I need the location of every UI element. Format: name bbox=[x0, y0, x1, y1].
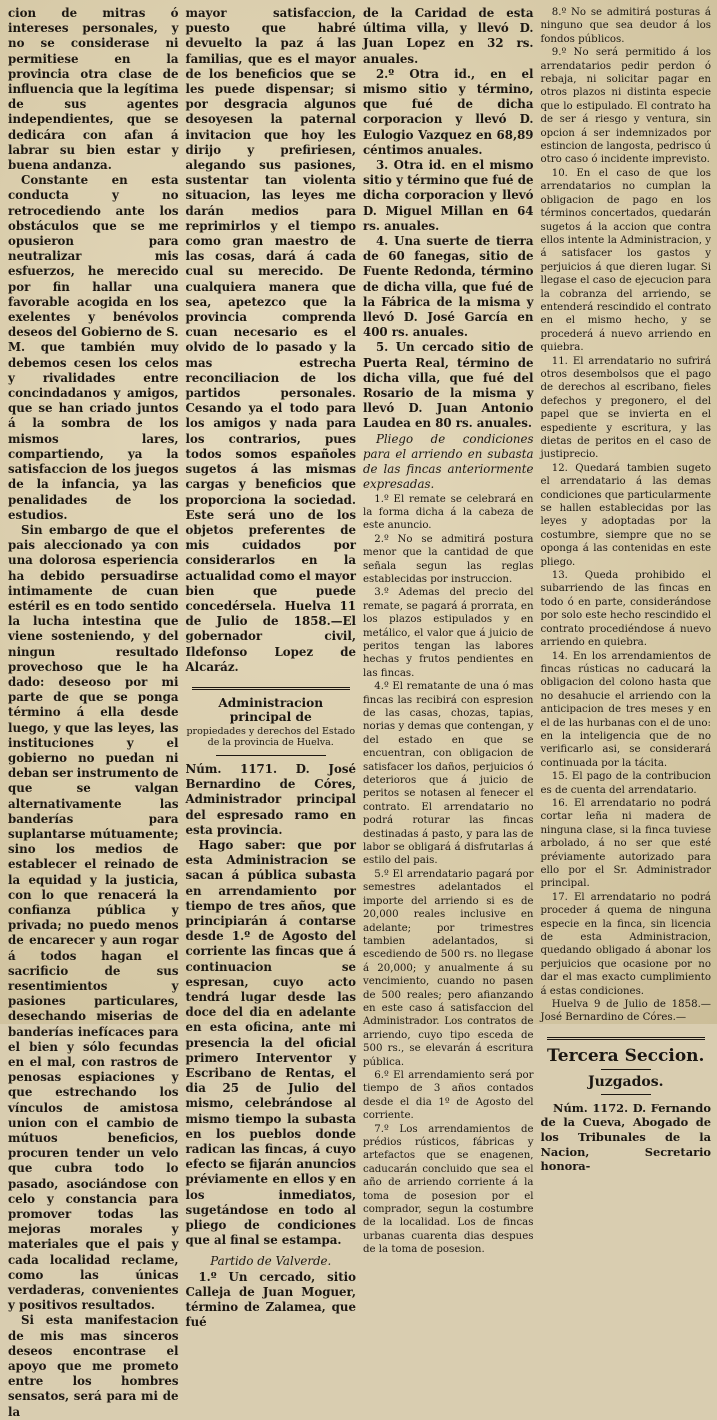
paragraph: Sin embargo de que el pais aleccionado ya con una dolorosa esperiencia ha debido persuadirse intimamente de cuan estéril es en todo sentido la lucha intestina que viene sosteniendo, y del ningun resultado provechoso que le ha dado: deseoso por mi parte de que se ponga término á ella desde luego, y que las leyes, las instituciones y el gobierno no puedan ni deban ser instrumento de que se valgan alternativamente las banderías para suplantarse mútuamente; sino los medios de establecer el reinado de la equidad y la justicia, con lo que renacerá la confianza pública y privada; no puedo menos de encarecer y aun rogar á todos hagan el sacrificio de sus resentimientos y pasiones particulares, desechando miserias de banderías inefícaces para el bien y sólo fecundas en el mal, con rastros de penosas espiaciones y que estrechando los vínculos de amistosa union con el cambio de mútuos beneficios, procuren tender un velo que cubra todo lo pasado, asociándose con celo y constancia para promover todas las mejoras morales y materiales que el pais y cada localidad reclame, como las únicas verdaderas, convenientes y positivos resultados. bbox=[8, 522, 179, 1313]
section-subtitle: propiedades y derechos del Estado de la provincia de Huelva. bbox=[186, 725, 356, 749]
section-heading-tercera: Tercera Seccion. bbox=[547, 1045, 705, 1066]
paragraph: Constante en esta conducta y no retrocediendo ante los obstáculos que se me opusieron para neutralizar mis esfuerzos, he merecido por fin hallar una favorable acogida en los exelentes y benévolos deseos del Gobierno de S. M. que también muy debemos cesen los celos y rivalidades entre concindadanos y amigos, que se han criado juntos á la sombra de los mismos lares, compartiendo, ya la satisfaccion de los juegos de la infancia, ya las penalidades de los estudios. bbox=[8, 173, 179, 522]
section-divider bbox=[192, 687, 351, 690]
condition: 6.º El arrendamiento será por tiempo de 3 años contados desde el dia 1º de Agosto del corriente. bbox=[363, 1069, 534, 1122]
condition: 16. El arrendatario no podrá cortar leña ni madera de ninguna clase, si la finca tuviese arbolado, á no ser que esté préviamente autorizado para ello por el Sr. Administrador principal. bbox=[540, 797, 711, 890]
paragraph: Si esta manifestacion de mis mas sinceros deseos encontrase el apoyo que me prometo entre los hombres sensatos, será para mi de la bbox=[8, 1313, 179, 1419]
paragraph: de la Caridad de esta última villa, y llevó D. Juan Lopez en 32 rs. anuales. bbox=[363, 6, 534, 66]
thin-divider bbox=[601, 1094, 652, 1095]
section-divider bbox=[547, 1037, 706, 1040]
paragraph: 5. Un cercado sitio de Puerta Real, término de dicha villa, que fué del Rosario de la misma y llevó D. Juan Antonio Laudea en 80 rs. anuales. bbox=[363, 340, 534, 431]
condition: 13. Queda prohibido el subarriendo de las fincas en todo ó en parte, considerándose por solo este hecho rescindido el contrato procediéndose á nuevo arriendo en quiebra. bbox=[540, 570, 711, 649]
condition: 5.º El arrendatario pagará por semestres adelantados el importe del arriendo si es de 20,000 reales inclusive en adelante; por trimestres tambien adelantados, si escediendo de 500 rs. no llegase á 20,000; y anualmente á su vencimiento, cuando no pasen de 500 reales; pero afianzando en este caso á satisfaccion del Administrador. Los contratos de arriendo, cuyo tipo esceda de 500 rs., se elevarán á escritura pública. bbox=[363, 868, 534, 1068]
thin-divider bbox=[216, 755, 327, 756]
paragraph: 2.º Otra id., en el mismo sitio y término, que fué de dicha corporacion y llevó D. Eulogio Vazquez en 68,89 céntimos anuales. bbox=[363, 66, 534, 157]
condition: 7.º Los arrendamientos de prédios rústicos, fábricas y artefactos que se enagenen, caducarán concluido que sea el año de arriendo corriente á la toma de posesion por el comprador, segun la costumbre de la localidad. Los de fincas urbanas cuarenta dias despues de la toma de posesion. bbox=[363, 1123, 534, 1256]
condition: 11. El arrendatario no sufrirá otros desembolsos que el pago de derechos al escribano, fieles defechos y pregonero, el del papel que se invierta en el espediente y escritura, y las dietas de peritos en el caso de justiprecio. bbox=[540, 355, 711, 461]
condition: 15. El pago de la contribucion es de cuenta del arrendatario. bbox=[540, 771, 711, 796]
column-4 bbox=[540, 6, 712, 1174]
paragraph: Núm. 1172. D. Fernando de la Cueva, Abogado de los Tribunales de la Nacion, Secretario honora- bbox=[540, 1100, 711, 1174]
paragraph: 4. Una suerte de tierra de 60 fanegas, sitio de Fuente Redonda, término de dicha villa, que fué de la Fábrica de la misma y llevó D. José García en 400 rs. anuales. bbox=[363, 234, 534, 340]
section-title: Administracion principal de bbox=[218, 695, 324, 724]
condition: 8.º No se admitirá posturas á ninguno que sea deudor á los fondos públicos. bbox=[540, 7, 711, 45]
paragraph: 1.º Un cercado, sitio Calleja de Juan Moguer, término de Zalamea, que fué bbox=[185, 1269, 356, 1330]
column-3 bbox=[363, 6, 534, 1256]
section-heading-juzgados: Juzgados. bbox=[588, 1073, 664, 1090]
thin-divider bbox=[601, 1069, 652, 1070]
pliego-title: Pliego de condiciones para el arriendo en subasta de las fincas anteriormente expresadas. bbox=[363, 431, 534, 492]
condition: 4.º El rematante de una ó mas fincas las recibirá con espresion de las casas, chozas, tapias, norias y demas que contengan, y del estado en que se encuentran, con obligacion de satisfacer los daños, perjuicios ó deterioros que á juicio de peritos se notasen al fenecer el contrato. El arrendatario no podrá roturar las fincas destinadas á pasto, y para las de labor se obligará á disfrutarlas á estilo del pais. bbox=[363, 681, 534, 867]
condition: 10. En el caso de que los arrendatarios no cumplan la obligacion de pago en los términos concertados, quedarán sugetos á la accion que contra ellos intente la Administracion, y á satisfacer los gastos y perjuicios á que dieren lugar. Si llegase el caso de ejecucion para la cobranza del arriendo, se entenderá rescindido el contrato en el mismo hecho, y se procederá á nuevo arriendo en quiebra. bbox=[540, 167, 711, 354]
partido-heading: Partido de Valverde. bbox=[210, 1254, 332, 1269]
condition: 17. El arrendatario no podrá proceder á quema de ninguna especie en la finca, sin licencia de esta Administracion, quedando obligado á abonar los perjuicios que ocasione por no dar el mas exacto cumplimiento á estas condiciones. bbox=[540, 891, 711, 997]
paragraph: Núm. 1171. D. José Bernardino de Córes, Administrador principal del espresado ramo en esta provincia. bbox=[185, 761, 356, 837]
condition: 3.º Ademas del precio del remate, se pagará á prorrata, en los plazos estipulados y en metálico, el valor que á juicio de peritos tengan las labores hechas y frutos pendientes en las fincas. bbox=[363, 587, 534, 679]
paragraph: mayor satisfaccion, puesto que habré devuelto la paz á las familias, que es el mayor de los beneficios que se les puede dispensar; si por desgracia algunos desoyesen la paternal invitacion que hoy les dirijo y prefiriesen, alegando sus pasiones, sustentar tan violenta situacion, las leyes me darán medios para reprimirlos y el tiempo como gran maestro de las cosas, dará á cada cual su merecido. De cualquiera manera que sea, apetezco que la provincia comprenda cuan necesario es el olvido de lo pasado y la mas estrecha reconciliacion de los partidos personales. Cesando ya el todo para los amigos y nada para los contrarios, pues todos somos españoles sugetos á las mismas cargas y beneficios que proporciona la sociedad. Este será uno de los objetos preferentes de mis cuidados por considerarlos en la actualidad como el mayor bien que puede concedérsela. Huelva 11 de Julio de 1858.—El gobernador civil, Ildefonso Lopez de Alcaráz. bbox=[185, 6, 356, 674]
paragraph: Hago saber: que por esta Administracion se sacan á pública subasta en arrendamiento por tiempo de tres años, que principiarán á contarse desde 1.º de Agosto del corriente las fincas que á continuacion se espresan, cuyo acto tendrá lugar desde las doce del dia en adelante en esta oficina, ante mi presencia la del oficial primero Interventor y Escribano de Rentas, el dia 25 de Julio del mismo, celebrándose al mismo tiempo la subasta en los pueblos donde radican las fincas, á cuyo efecto se fijarán anuncios préviamente en ellos y en los inmediatos, sugetándose en todo al pliego de condiciones que al final se estampa. bbox=[185, 837, 356, 1248]
condition: 1.º El remate se celebrará en la forma dicha á la cabeza de este anuncio. bbox=[363, 493, 534, 532]
condition: 2.º No se admitirá postura menor que la cantidad de que señala segun las reglas establecidas por instruccion. bbox=[363, 533, 534, 585]
columns bbox=[8, 6, 711, 1419]
condition: 12. Quedará tambien sugeto el arrendatario á las demas condiciones que particularmente se hallen establecidas por las leyes y adoptadas por la costumbre, siempre que no se oponga á las contenidas en este pliego. bbox=[540, 462, 711, 568]
condition: 14. En los arrendamientos de fincas rústicas no caducará la obligacion del colono hasta que no desahucie el arriendo con la anticipacion de tres meses y en el de las hurbanas con el de uno: en la inteligencia que de no verificarlo asi, se considerará continuada por la tácita. bbox=[540, 650, 711, 769]
column-2 bbox=[185, 6, 357, 1330]
paragraph: cion de mitras ó intereses personales, y no se considerase ni permitiese en la provincia otra clase de influencia que la legítima de sus agentes independientes, que se dedicára con afan á labrar su bien estar y buena andanza. bbox=[8, 6, 179, 173]
signature: Huelva 9 de Julio de 1858.—José Bernardino de Córes.— bbox=[540, 999, 711, 1024]
paragraph: 3. Otra id. en el mismo sitio y término que fué de dicha corporacion y llevó D. Miguel Millan en 64 rs. anuales. bbox=[363, 158, 534, 233]
column-1 bbox=[8, 6, 179, 1419]
condition: 9.º No será permitido á los arrendatarios pedir perdon ó rebaja, ni solicitar pagar en otros plazos ni distinta especie que lo estipulado. El contrato ha de ser á riesgo y ventura, sin opcion á ser indemnizados por estincion de langosta, pedrisco ú otro caso ó incidente imprevisto. bbox=[540, 47, 711, 166]
